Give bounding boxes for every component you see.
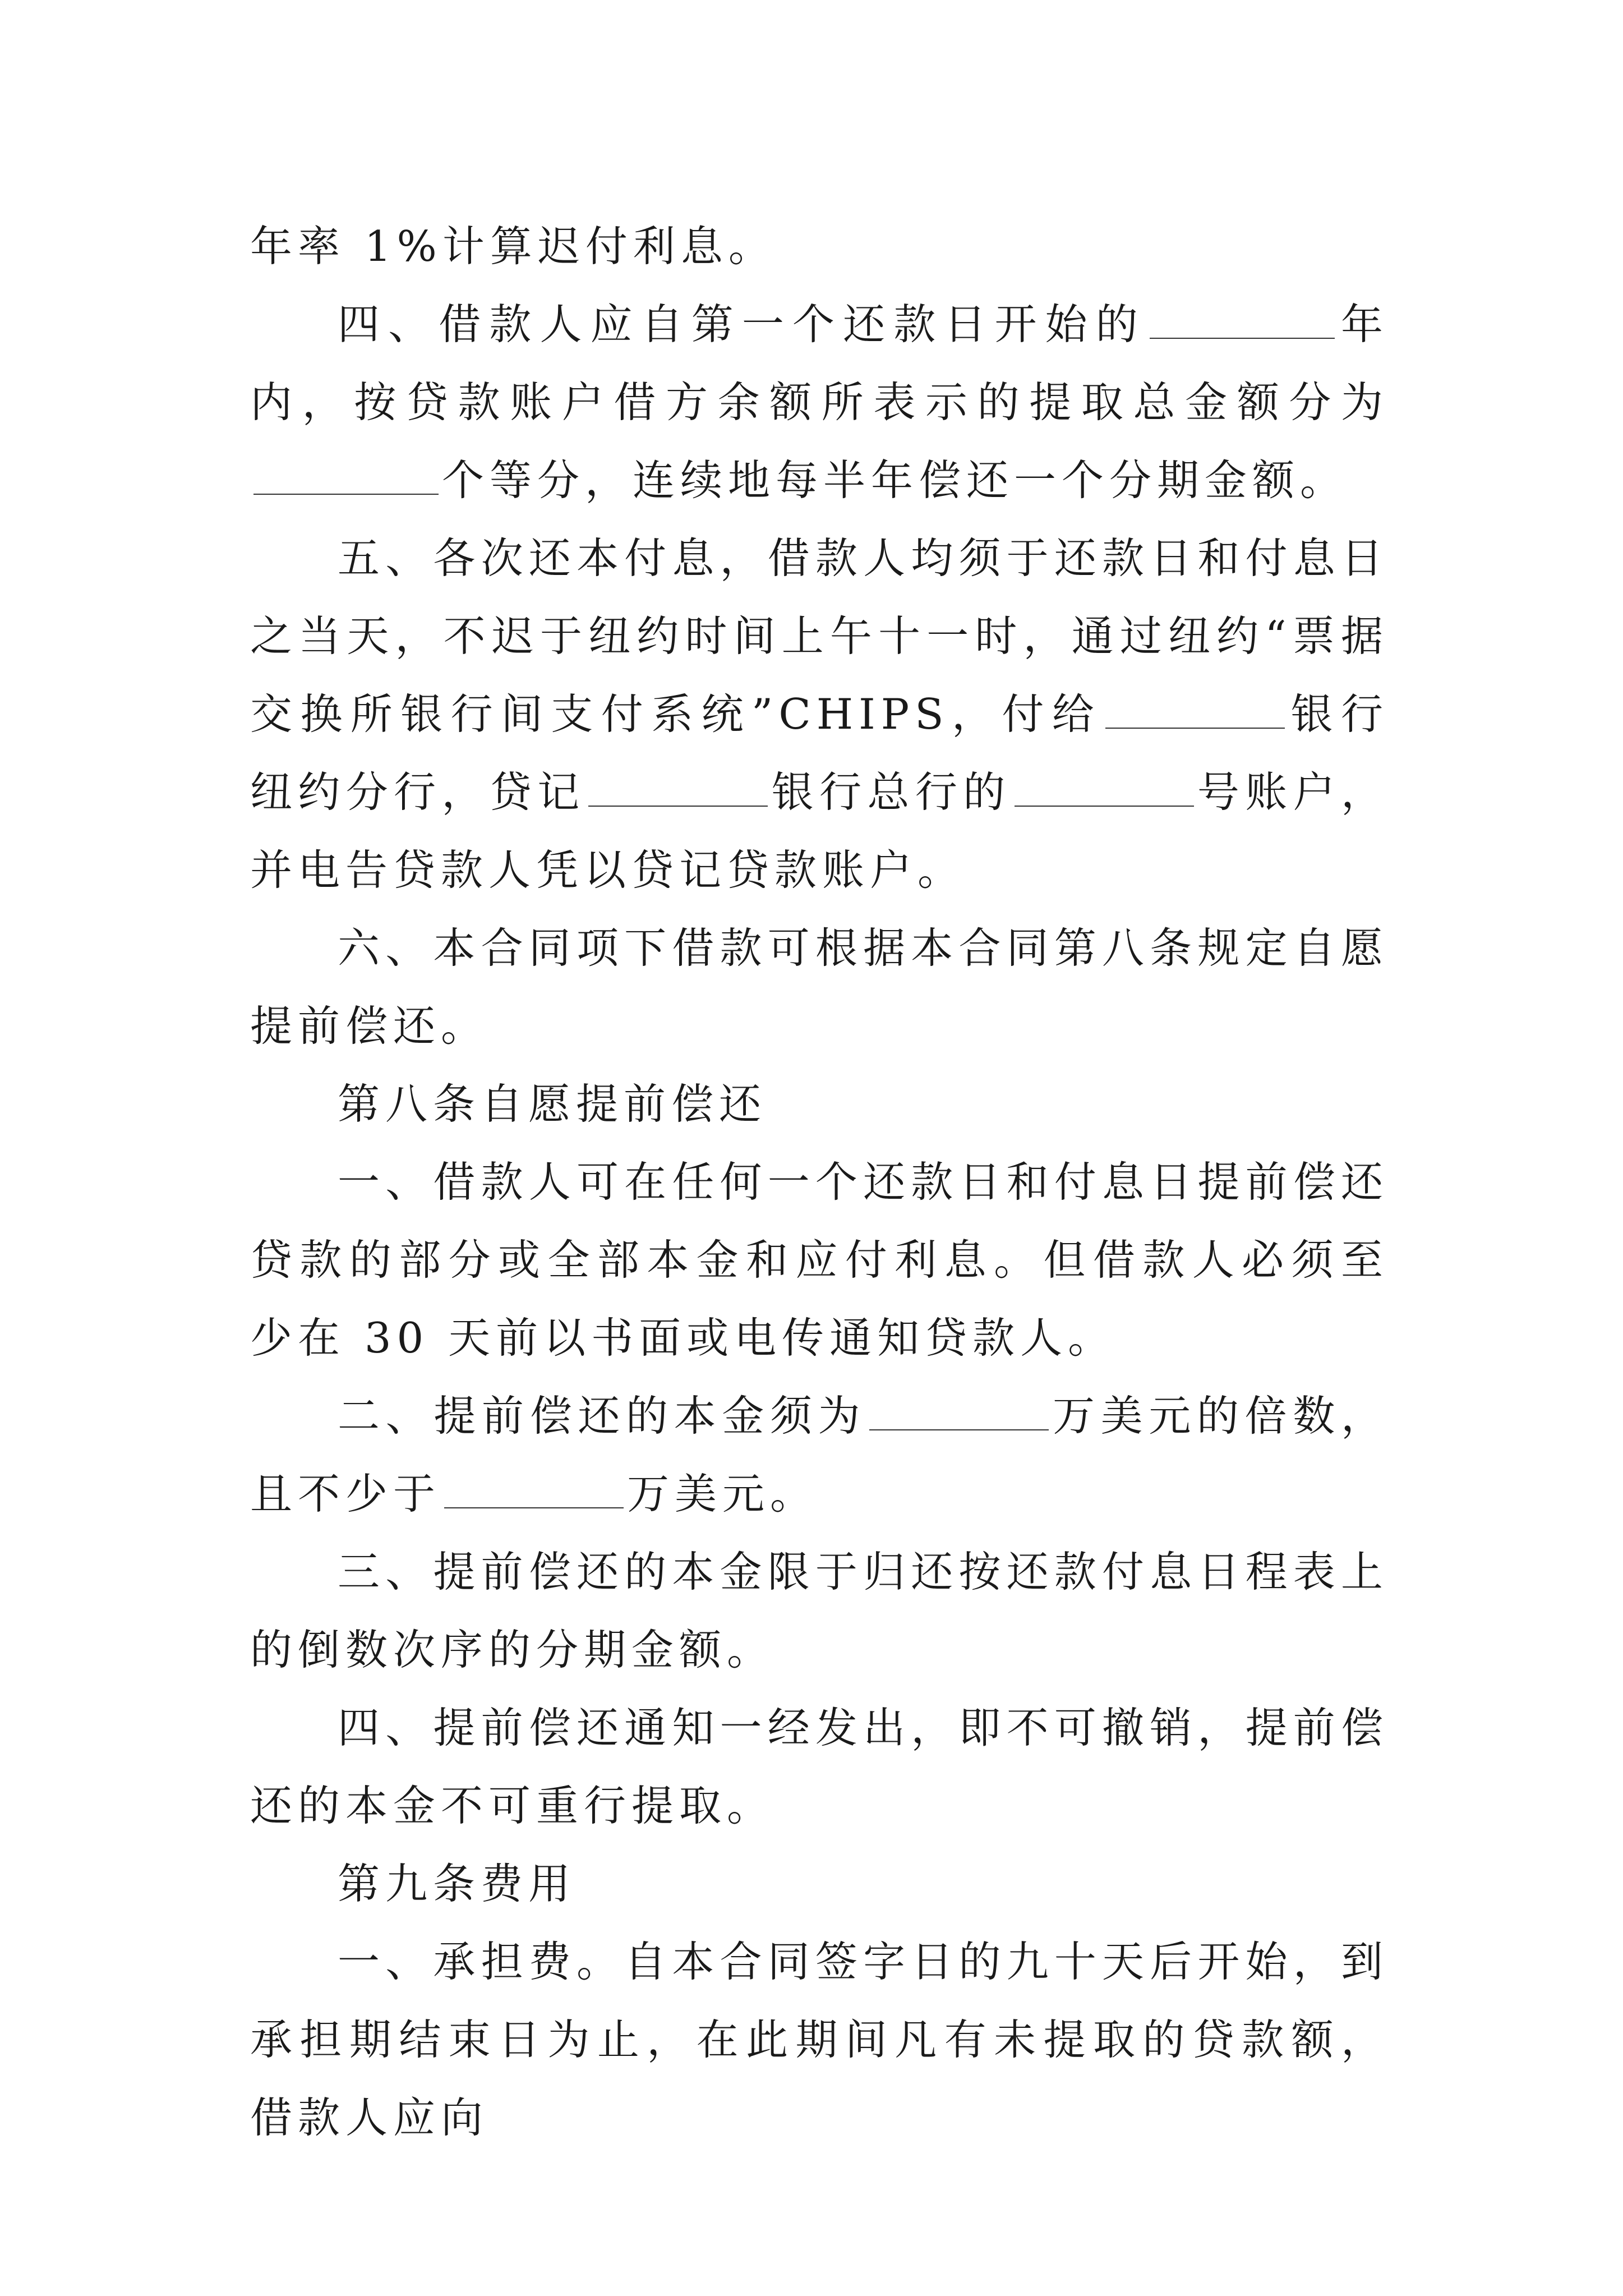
blank-field-ny-bank — [1105, 727, 1285, 729]
paragraph-late-interest — [250, 208, 1389, 286]
paragraph-text: 一、承担费。自本合同签字日的九十天后开始，到承担期结束日为止，在此期间凡有未提取的贷款额，借款人应向 — [250, 1937, 1389, 2142]
paragraph-prepay-irrevocable — [250, 1689, 1389, 1845]
paragraph-text: 四、提前偿还通知一经发出，即不可撤销，提前偿还的本金不可重行提取。 — [250, 1703, 1389, 1830]
blank-field-multiple — [869, 1429, 1049, 1430]
paragraph-text: 二、提前偿还的本金须为 — [338, 1391, 866, 1441]
heading-text: 第九条费用 — [338, 1859, 577, 1908]
section-heading-article-9 — [250, 1845, 1389, 1923]
paragraph-text: 四、借款人应自第一个还款日开始的 — [338, 300, 1146, 349]
paragraph-text: 一、借款人可在任何一个还款日和付息日提前偿还贷款的部分或全部本金和应付利息。但借款人必须至少在 30 天前以书面或电传通知贷款人。 — [250, 1157, 1389, 1363]
paragraph-text: 六、本合同项下借款可根据本合同第八条规定自愿提前偿还。 — [250, 923, 1389, 1051]
paragraph-text: 五、各次还本付息，借款人均须于还款日和付息日之当天，不迟于纽约时间上午十一时，通过纽约“票据交换所银行间支付系统”CHIPS，付给 — [250, 533, 1389, 739]
blank-field-minimum — [444, 1507, 624, 1508]
paragraph-text: 号账户，并电告贷款人凭以贷记贷款账户。 — [250, 767, 1389, 895]
paragraph-text: 万美元的倍数，且不少于 — [250, 1391, 1389, 1519]
paragraph-text: 三、提前偿还的本金限于归还按还款付息日程表上的倒数次序的分期金额。 — [250, 1547, 1389, 1674]
paragraph-voluntary-prepay — [250, 909, 1389, 1065]
blank-field-installments — [253, 493, 439, 495]
paragraph-text: 银行纽约分行，贷记 — [250, 689, 1389, 817]
paragraph-text: 年率 1%计算迟付利息。 — [250, 222, 776, 271]
blank-field-head-bank — [588, 805, 768, 807]
paragraph-commitment-fee — [250, 1923, 1389, 2157]
blank-field-account-number — [1015, 805, 1194, 807]
paragraph-text: 万美元。 — [627, 1469, 818, 1519]
paragraph-prepay-order — [250, 1533, 1389, 1689]
paragraph-prepay-notice — [250, 1143, 1389, 1377]
heading-text: 第八条自愿提前偿还 — [338, 1079, 767, 1129]
paragraph-repayment-term — [250, 286, 1389, 519]
paragraph-text: 个等分，连续地每半年偿还一个分期金额。 — [442, 455, 1348, 505]
paragraph-text: 银行总行的 — [771, 767, 1011, 817]
paragraph-payment-method — [250, 519, 1389, 909]
blank-field-years — [1150, 337, 1335, 339]
section-heading-article-8 — [250, 1065, 1389, 1143]
paragraph-text: 年内，按贷款账户借方余额所表示的提取总金额分为 — [250, 300, 1389, 427]
paragraph-prepay-amount — [250, 1377, 1389, 1533]
document-body — [250, 208, 1389, 2157]
